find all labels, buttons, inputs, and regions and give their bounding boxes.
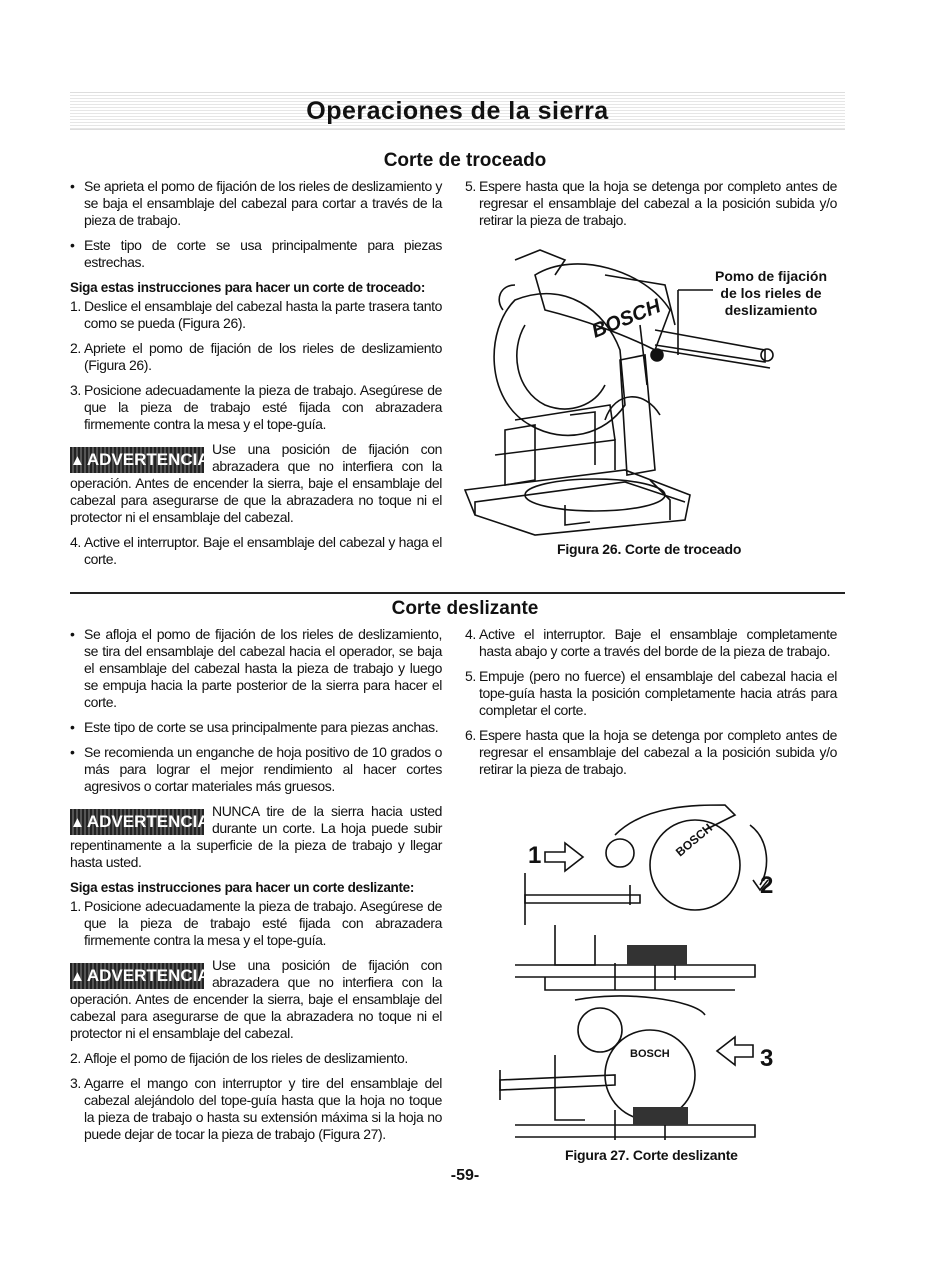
step-number: 5. xyxy=(465,178,476,194)
title-banner xyxy=(70,92,845,130)
warning-triangle-icon: ▲ xyxy=(70,452,85,469)
step-text: Afloje el pomo de fijación de los rieles de deslizamiento. xyxy=(84,1050,408,1066)
warning-block xyxy=(70,441,442,526)
step-text: Espere hasta que la hoja se detenga por completo antes de regresar el ensamblaje del cabezal a la posición subida y/o retirar la pieza de trabajo. xyxy=(479,727,837,777)
step-item xyxy=(465,626,837,660)
page-number: -59- xyxy=(450,1167,480,1184)
figure-step-3-label: 3 xyxy=(760,1045,774,1072)
instructions-heading: Siga estas instrucciones para hacer un corte deslizante: xyxy=(70,880,415,895)
page-title: Operaciones de la sierra xyxy=(306,97,609,125)
step-item xyxy=(465,727,837,778)
step-number: 1. xyxy=(70,298,81,314)
step-number: 2. xyxy=(70,340,81,356)
warning-block xyxy=(70,803,442,871)
step-number: 4. xyxy=(465,626,476,642)
step-number: 2. xyxy=(70,1050,81,1066)
section-divider xyxy=(70,592,845,594)
warning-label: ADVERTENCIA xyxy=(86,450,210,469)
step-text: Apriete el pomo de fijación de los rieles de deslizamiento (Figura 26). xyxy=(84,340,442,373)
warning-label: ADVERTENCIA xyxy=(86,812,210,831)
callout-line: deslizamiento xyxy=(724,302,818,318)
warning-label: ADVERTENCIA xyxy=(86,966,210,985)
brand-logo: BOSCH xyxy=(630,1048,670,1060)
slide-left-column xyxy=(70,626,442,1151)
list-item: • Se afloja el pomo de fijación de los rieles de deslizamiento, se tira del ensamblaje del cabezal hacia el operador, se baja el ensamblaje del cabezal hasta la pieza de trabajo y luego se empuja hacia la parte posterior de la sierra para hacer el corte. xyxy=(70,626,442,711)
step-item xyxy=(70,382,442,433)
step-item xyxy=(70,898,442,949)
list-item: • Este tipo de corte se usa principalmente para piezas anchas. xyxy=(70,719,442,736)
callout-lock-knob xyxy=(700,268,842,319)
step-text: Deslice el ensamblaje del cabezal hasta la parte trasera tanto como se pueda (Figura 26). xyxy=(84,298,442,331)
chop-right-column xyxy=(465,178,837,237)
step-item xyxy=(465,668,837,719)
step-text: Active el interruptor. Baje el ensamblaje del cabezal y haga el corte. xyxy=(84,534,442,567)
chop-left-column xyxy=(70,178,442,576)
step-number: 5. xyxy=(465,668,476,684)
section-title-slide: Corte deslizante xyxy=(391,598,539,619)
figure-step-2-label: 2 xyxy=(760,872,774,899)
warning-text: Use una posición de fijación con abrazadera que no interfiera con la operación. Antes de encender la sierra, baje el ensamblaje del cabezal para asegurarse de que la abrazadera no toque ni el protector ni el ensamblaje del cabezal. xyxy=(70,441,442,525)
warning-triangle-icon: ▲ xyxy=(70,814,85,831)
step-text: Espere hasta que la hoja se detenga por completo antes de regresar el ensamblaje del cabezal a la posición subida y/o retirar la pieza de trabajo. xyxy=(479,178,837,228)
step-item xyxy=(70,1050,442,1067)
step-text: Posicione adecuadamente la pieza de trabajo. Asegúrese de que la pieza de trabajo esté fijada con abrazadera firmemente contra la mesa y el tope-guía. xyxy=(84,898,442,948)
instructions-heading: Siga estas instrucciones para hacer un corte de troceado: xyxy=(70,280,426,295)
step-item xyxy=(70,298,442,332)
step-item xyxy=(70,340,442,374)
step-number: 3. xyxy=(70,382,81,398)
warning-badge xyxy=(70,963,210,989)
brand-logo: BOSCH xyxy=(672,820,716,860)
step-item xyxy=(465,178,837,229)
list-item: • Este tipo de corte se usa principalmente para piezas estrechas. xyxy=(70,237,442,271)
step-text: Posicione adecuadamente la pieza de trabajo. Asegúrese de que la pieza de trabajo esté fijada con abrazadera firmemente contra la mesa y el tope-guía. xyxy=(84,382,442,432)
step-text: Active el interruptor. Baje el ensamblaje completamente hasta abajo y corte a través del borde de la pieza de trabajo. xyxy=(479,626,837,659)
warning-badge xyxy=(70,447,210,473)
list-item: • Se recomienda un enganche de hoja positivo de 10 grados o más para lograr el mejor rendimiento al hacer cortes agresivos o cortar materiales más gruesos. xyxy=(70,744,442,795)
warning-block xyxy=(70,957,442,1042)
step-text: Empuje (pero no fuerce) el ensamblaje del cabezal hacia el tope-guía hasta la posición completamente hacia atrás para completar el corte. xyxy=(479,668,837,718)
callout-line: de los rieles de xyxy=(720,285,822,301)
brand-logo: BOSCH xyxy=(588,295,664,343)
step-number: 3. xyxy=(70,1075,81,1091)
step-number: 4. xyxy=(70,534,81,550)
warning-text: NUNCA tire de la sierra hacia usted durante un corte. La hoja puede subir repentinamente a la superficie de la pieza de trabajo y llegar hasta usted. xyxy=(70,803,442,870)
figure-27-caption: Figura 27. Corte deslizante xyxy=(565,1147,738,1163)
warning-triangle-icon: ▲ xyxy=(70,968,85,985)
list-item: • Se aprieta el pomo de fijación de los rieles de deslizamiento y se baja el ensamblaje del cabezal para cortar a través de la pieza de trabajo. xyxy=(70,178,442,229)
step-item xyxy=(70,1075,442,1143)
warning-badge xyxy=(70,809,210,835)
figure-26-caption: Figura 26. Corte de troceado xyxy=(557,541,742,557)
section-title-chop: Corte de troceado xyxy=(383,150,547,171)
step-text: Agarre el mango con interruptor y tire del ensamblaje del cabezal alejándolo del tope-guía hasta que la hoja no toque la pieza de trabajo o hasta su extensión máxima si la hoja no puede dejar de tocar la pieza de trabajo (Figura 27). xyxy=(84,1075,442,1142)
slide-right-column xyxy=(465,626,837,786)
callout-line: Pomo de fijación xyxy=(714,268,827,284)
step-number: 1. xyxy=(70,898,81,914)
step-item xyxy=(70,534,442,568)
warning-text: Use una posición de fijación con abrazadera que no interfiera con la operación. Antes de encender la sierra, baje el ensamblaje del cabezal para asegurarse de que la abrazadera no toque ni el protector ni el ensamblaje del cabezal. xyxy=(70,957,442,1041)
figure-step-1-label: 1 xyxy=(528,842,542,869)
step-number: 6. xyxy=(465,727,476,743)
figure-27-illustration xyxy=(495,785,795,1150)
